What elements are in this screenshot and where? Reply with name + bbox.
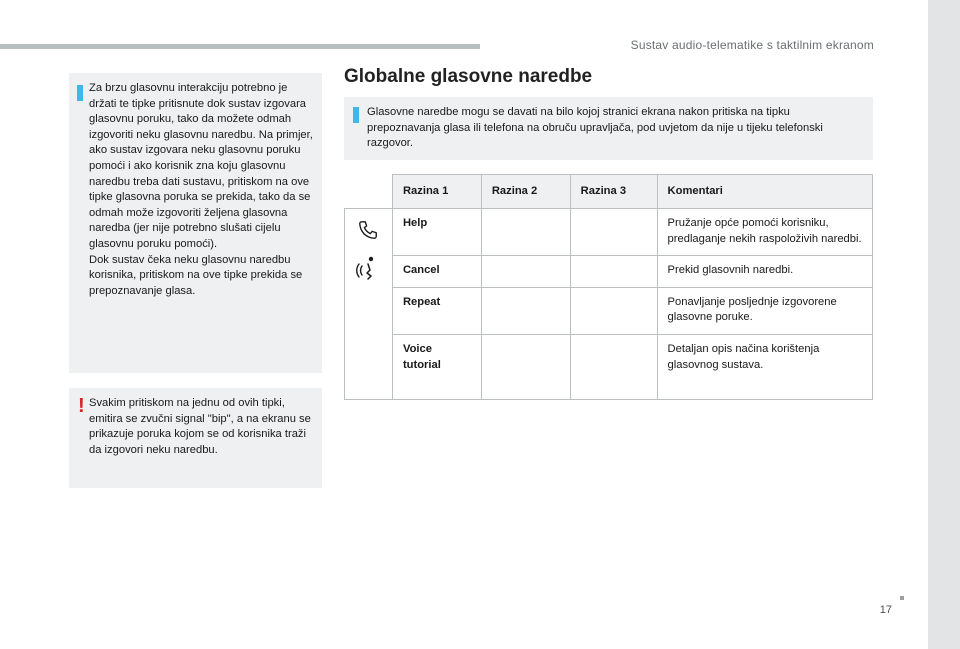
command-level-3 (570, 334, 657, 399)
warning-note (69, 388, 322, 488)
header-comments: Komentari (657, 175, 872, 209)
table-row (345, 256, 873, 288)
command-level-2 (481, 256, 570, 288)
page-edge-strip (928, 0, 960, 649)
command-comment: Pružanje opće pomoći korisniku, predlaganje nekih raspoloživih naredbi. (657, 209, 872, 256)
header-rule (0, 44, 480, 49)
warning-icon: ! (78, 395, 85, 417)
tip-note (69, 73, 322, 373)
command-comment: Detaljan opis načina korištenja glasovnog sustava. (657, 334, 872, 399)
info-icon (77, 85, 83, 101)
command-level-3 (570, 209, 657, 256)
header-level-1: Razina 1 (392, 175, 481, 209)
info-icon (353, 107, 359, 123)
icons-cell (345, 209, 393, 400)
header-blank-cell (345, 175, 393, 209)
intro-text: Glasovne naredbe mogu se davati na bilo kojoj stranici ekrana nakon pritiska na tipku prepoznavanja glasa ili telefona na obruču upravljača, pod uvjetom da nije u tijeku telefonski razgovor. (367, 106, 823, 150)
phone-icon (357, 219, 379, 241)
section-title: Globalne glasovne naredbe (344, 66, 593, 87)
command-level-1: Cancel (392, 256, 481, 288)
voice-commands-table (344, 174, 873, 400)
command-level-3 (570, 287, 657, 334)
table-row (345, 287, 873, 334)
page-number: 17 (879, 604, 892, 616)
command-level-2 (481, 287, 570, 334)
header-level-3: Razina 3 (570, 175, 657, 209)
header-level-2: Razina 2 (481, 175, 570, 209)
voice-recognition-icon (356, 255, 380, 281)
table-row (345, 334, 873, 399)
command-level-1: Help (392, 209, 481, 256)
command-comment: Prekid glasovnih naredbi. (657, 256, 872, 288)
command-level-2 (481, 334, 570, 399)
tip-text: Za brzu glasovnu interakciju potrebno je držati te tipke pritisnute dok sustav izgovara glasovnu poruku, tako da možete odmah izgovoriti neku glasovnu naredbu. Na primjer, ako sustav izgovara neku glasovnu poruku pomoći i ako korisnik zna koju glasovnu naredbu treba dati sustavu, pritiskom na ove tipke glasovna poruka se prekida, tako da se odmah može izgovoriti željena glasovna naredba (jer nije potrebno slušati cijelu glasovnu poruku pomoći). (89, 82, 313, 250)
table-header-row (345, 175, 873, 209)
running-header: Sustav audio-telematike s taktilnim ekranom (630, 38, 874, 52)
tip-text-2: Dok sustav čeka neku glasovnu naredbu korisnika, pritiskom na ove tipke prekida se prepoznavanje glasa. (89, 253, 303, 297)
intro-note (344, 97, 873, 160)
command-level-3 (570, 256, 657, 288)
command-level-1: Voice tutorial (392, 334, 481, 399)
warning-text: Svakim pritiskom na jednu od ovih tipki, emitira se zvučni signal "bip", a na ekranu se prikazuje poruka kojom se od korisnika traži da izgovori neku naredbu. (89, 397, 311, 456)
command-comment: Ponavljanje posljednje izgovorene glasovne poruke. (657, 287, 872, 334)
table-row (345, 209, 873, 256)
page-marker (900, 596, 904, 600)
command-level-1: Repeat (392, 287, 481, 334)
command-level-2 (481, 209, 570, 256)
